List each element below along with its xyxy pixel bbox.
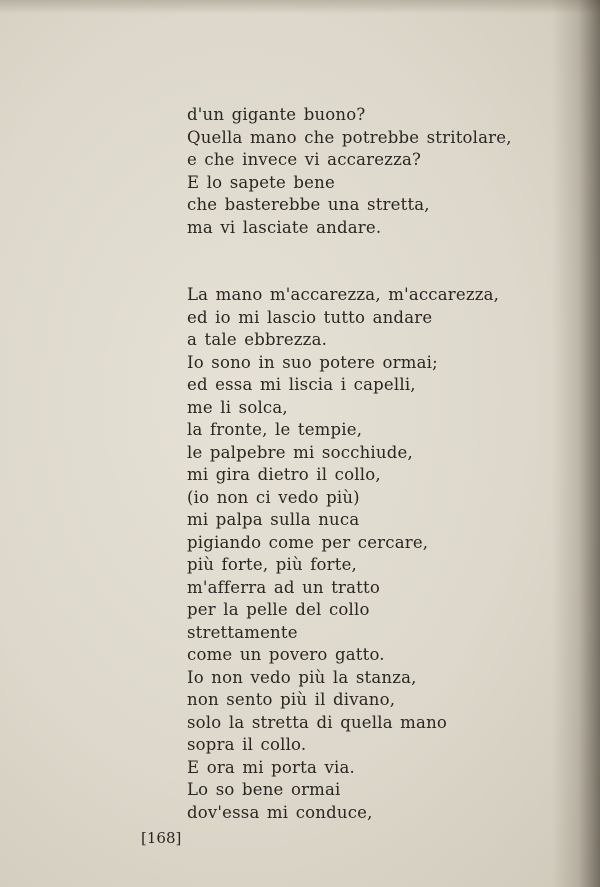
poem-line: ma vi lasciate andare. (187, 217, 382, 237)
poem-line: mi palpa sulla nuca (187, 510, 360, 529)
poem-line: per la pelle del collo (187, 600, 370, 619)
poem-line: E ora mi porta via. (187, 757, 355, 777)
poem-line: m'afferra ad un tratto (187, 577, 380, 597)
poem-line: ed essa mi liscia i capelli, (187, 375, 416, 394)
page-top-shadow (0, 0, 600, 14)
page-binding-shadow (552, 0, 600, 887)
poem-line: d'un gigante buono? (187, 105, 366, 124)
poem-line: che basterebbe una stretta, (187, 195, 430, 214)
poem-line: me li solca, (187, 397, 288, 417)
poem-stanza-2 (187, 284, 499, 824)
poem-line: Io sono in suo potere ormai; (187, 352, 438, 372)
poem-line: Lo so bene ormai (187, 780, 341, 799)
poem-line: non sento più il divano, (187, 690, 396, 709)
poem-line: più forte, più forte, (187, 555, 358, 574)
poem-line: Io non vedo più la stanza, (187, 667, 417, 687)
poem-line: ed io mi lascio tutto andare (187, 307, 433, 327)
poem-line: E lo sapete bene (187, 172, 335, 192)
poem-line: le palpebre mi socchiude, (187, 442, 413, 462)
poem-line: e che invece vi accarezza? (187, 150, 422, 169)
poem-line: mi gira dietro il collo, (187, 465, 381, 484)
poem-line: sopra il collo. (187, 735, 307, 754)
page-number: [168] (141, 829, 182, 847)
poem-line: dov'essa mi conduce, (187, 802, 373, 822)
poem-line: La mano m'accarezza, m'accarezza, (187, 285, 500, 304)
poem-line: a tale ebbrezza. (187, 330, 328, 349)
poem-line: la fronte, le tempie, (187, 420, 363, 439)
poem-line: Quella mano che potrebbe stritolare, (187, 127, 512, 147)
poem-line: (io non ci vedo più) (187, 487, 360, 507)
poem-line: come un povero gatto. (187, 645, 385, 664)
poem-stanza-1 (187, 104, 512, 239)
poem-line: pigiando come per cercare, (187, 532, 429, 552)
poem-line: solo la stretta di quella mano (187, 712, 448, 732)
poem-line: strettamente (187, 622, 298, 642)
